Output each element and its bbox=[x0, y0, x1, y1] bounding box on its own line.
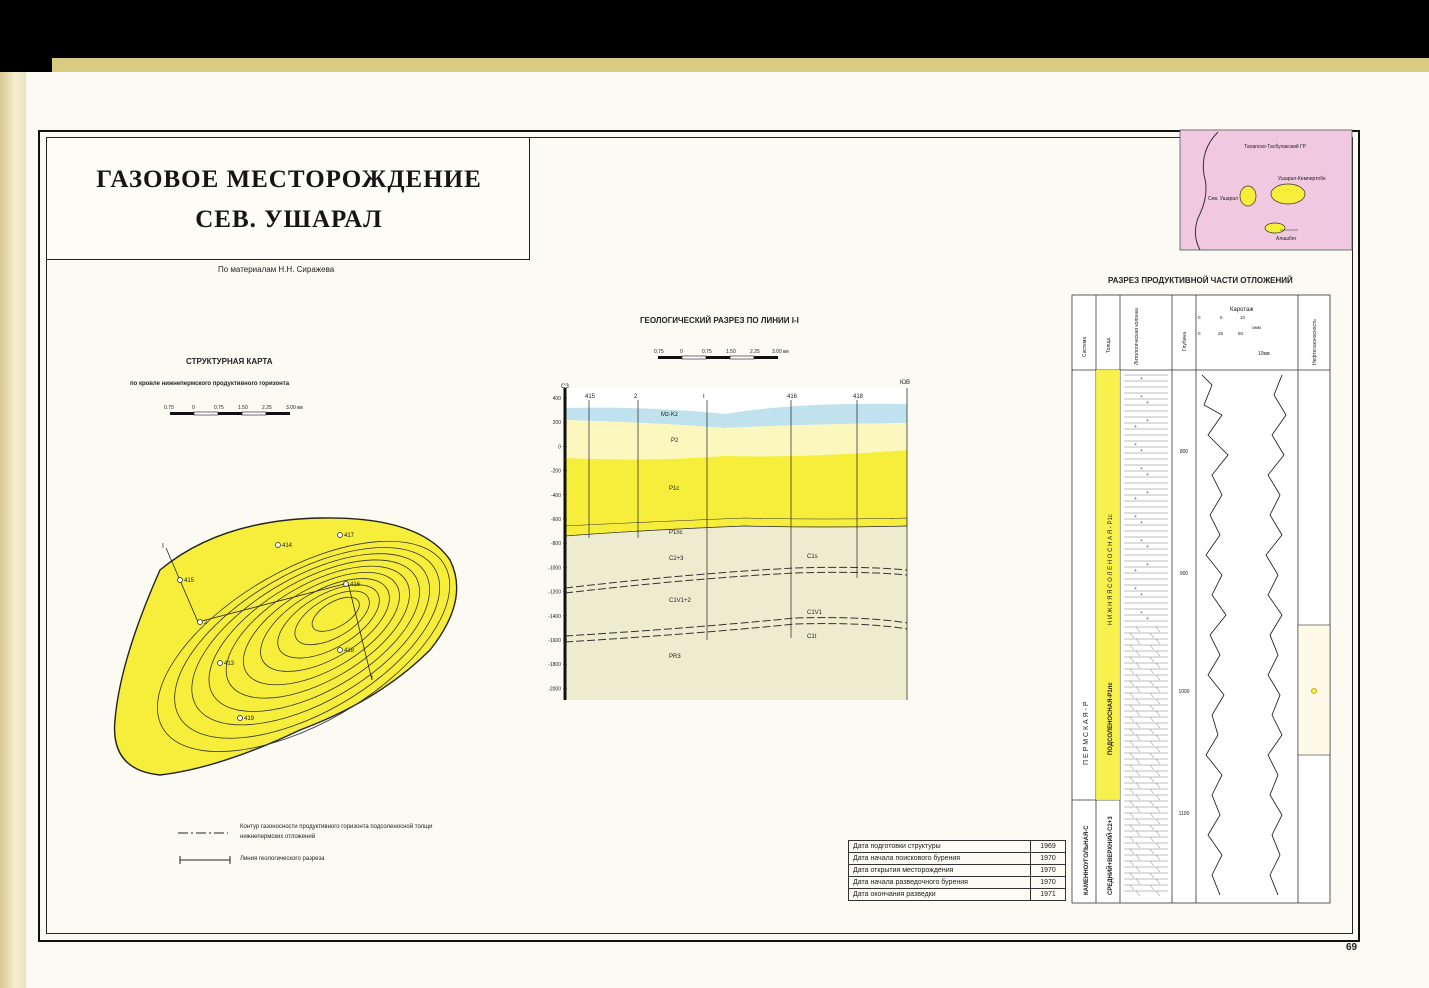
depth-label: -800 bbox=[550, 541, 561, 548]
depth-label: -1000 bbox=[548, 565, 561, 572]
depth-label: 800 bbox=[1179, 449, 1189, 455]
unit-label: P2 bbox=[671, 438, 679, 444]
well-marker bbox=[338, 648, 343, 653]
date-label: Дата открытия месторождения bbox=[849, 865, 1031, 877]
source-note: По материалам Н.Н. Сиражева bbox=[218, 265, 335, 274]
svg-text:+: + bbox=[1146, 616, 1149, 622]
inset-label-1: Талапско-Тасбулакский ГР bbox=[1244, 144, 1307, 150]
svg-text:+: + bbox=[1146, 400, 1149, 406]
date-label: Дата окончания разведки bbox=[849, 889, 1031, 901]
unit-label: C1t bbox=[807, 634, 817, 640]
scale-label: 0.75 bbox=[702, 349, 712, 355]
svg-text:+: + bbox=[1140, 538, 1143, 544]
structure-map-scale bbox=[160, 402, 320, 422]
scale-label: 0.75 bbox=[214, 405, 224, 411]
layer-p1c bbox=[565, 450, 907, 526]
unit-label: C2+3 bbox=[669, 556, 684, 562]
depth-label: 200 bbox=[552, 420, 561, 427]
table-row bbox=[849, 877, 1066, 889]
well-marker bbox=[178, 578, 183, 583]
column-title: РАЗРЕЗ ПРОДУКТИВНОЙ ЧАСТИ ОТЛОЖЕНИЙ bbox=[1108, 276, 1293, 285]
structure-map-subtitle: по кровле нижнепермского продуктивного горизонта bbox=[130, 381, 290, 387]
unit-label: P1пс bbox=[669, 530, 683, 536]
well-label: 419 bbox=[244, 716, 255, 722]
system-upper: П Е Р М С К А Я - Р bbox=[1083, 701, 1090, 765]
scale-label: 0 bbox=[680, 349, 683, 355]
well-label: 416 bbox=[787, 394, 798, 400]
depth-label: 900 bbox=[1179, 571, 1189, 577]
depth-label: -400 bbox=[550, 492, 561, 499]
column-header: Литологическая колонка bbox=[1134, 308, 1140, 365]
scale-label: 0.75 bbox=[164, 405, 174, 411]
column-header: Толща bbox=[1106, 337, 1112, 353]
svg-text:+: + bbox=[1140, 466, 1143, 472]
unit-label: Mz-Kz bbox=[661, 412, 678, 418]
well-label: 418 bbox=[344, 648, 355, 654]
unit-label: P1c bbox=[669, 486, 680, 492]
depth-label: -1200 bbox=[548, 589, 561, 596]
scale-label: 2.25 bbox=[750, 349, 760, 355]
depth-label: -200 bbox=[550, 468, 561, 475]
well-label: 2 bbox=[634, 394, 638, 400]
depth-label: 1000 bbox=[1178, 689, 1190, 695]
svg-text:+: + bbox=[1140, 520, 1143, 526]
karotazh-scale: 5 bbox=[1220, 315, 1223, 320]
column-header: Глубина bbox=[1182, 331, 1188, 351]
karotazh-scale: омм bbox=[1252, 325, 1261, 330]
svg-text:+: + bbox=[1140, 448, 1143, 454]
well-label: 415 bbox=[585, 394, 596, 400]
column-header: Система bbox=[1082, 336, 1088, 357]
depth-label: 1100 bbox=[1178, 811, 1190, 817]
well-marker bbox=[344, 582, 349, 587]
svg-text:+: + bbox=[1146, 418, 1149, 424]
unit-label: C1V1 bbox=[807, 610, 823, 616]
system-lower: КАМЕННОУГОЛЬНАЯ-С bbox=[1084, 825, 1090, 895]
scale-label: 1.50 bbox=[726, 349, 736, 355]
well-label: 2 bbox=[204, 620, 208, 626]
karotazh-scale: 0 bbox=[1198, 315, 1201, 320]
column-header: Нефтегазоносность bbox=[1312, 319, 1318, 365]
depth-label: 0 bbox=[558, 444, 561, 451]
date-year: 1970 bbox=[1031, 877, 1066, 889]
well-label: 418 bbox=[853, 394, 864, 400]
well-marker bbox=[276, 543, 281, 548]
inset-label-4: Алашбег bbox=[1276, 236, 1297, 242]
gas-contour-outline bbox=[115, 518, 457, 775]
date-label: Дата подготовки структуры bbox=[849, 841, 1031, 853]
date-year: 1971 bbox=[1031, 889, 1066, 901]
svg-text:+: + bbox=[1134, 496, 1137, 502]
depth-label: -600 bbox=[550, 517, 561, 523]
scale-label: 1.50 bbox=[238, 405, 248, 411]
cross-section-title: ГЕОЛОГИЧЕСКИЙ РАЗРЕЗ ПО ЛИНИИ I-I bbox=[640, 316, 799, 325]
inset-label-3: Сев. Ушарал bbox=[1208, 196, 1239, 202]
well-label: I bbox=[703, 394, 705, 400]
well-marker bbox=[198, 620, 203, 625]
unit-label: PR3 bbox=[669, 654, 681, 660]
table-row bbox=[849, 841, 1066, 853]
svg-text:+: + bbox=[1146, 472, 1149, 478]
date-year: 1969 bbox=[1031, 841, 1066, 853]
section-end-right: ЮВ bbox=[900, 380, 911, 386]
depth-label: -1400 bbox=[548, 613, 561, 620]
cross-section bbox=[545, 378, 915, 708]
date-year: 1970 bbox=[1031, 853, 1066, 865]
karotazh-scale: 25 bbox=[1218, 331, 1224, 336]
svg-text:I: I bbox=[371, 675, 373, 682]
well-marker bbox=[338, 533, 343, 538]
unit-label: C1s bbox=[807, 554, 818, 560]
table-row bbox=[849, 865, 1066, 877]
date-label: Дата начала разведочного бурения bbox=[849, 877, 1031, 889]
well-marker bbox=[218, 661, 223, 666]
legend-item-2: Линия геологического разреза bbox=[240, 856, 325, 862]
karotazh-scale: 10 bbox=[1240, 315, 1246, 320]
depth-label: 400 bbox=[552, 396, 561, 402]
tolsha-2: ПОДСОЛЕНОСНАЯ-Р1пс bbox=[1108, 682, 1114, 755]
svg-text:+: + bbox=[1140, 376, 1143, 382]
dates-table bbox=[848, 840, 1066, 901]
tolsha-3: СРЕДНИЙ+ВЕРХНИЙ-С2+3 bbox=[1108, 816, 1114, 895]
svg-text:+: + bbox=[1134, 442, 1137, 448]
svg-text:+: + bbox=[1134, 568, 1137, 574]
svg-text:+: + bbox=[1140, 592, 1143, 598]
page-title: ГАЗОВОЕ МЕСТОРОЖДЕНИЕ bbox=[96, 166, 482, 193]
scale-label: 0 bbox=[192, 405, 195, 411]
svg-text:+: + bbox=[1140, 394, 1143, 400]
column-header: Каротаж bbox=[1230, 307, 1254, 313]
inset-field-sev-usharal bbox=[1240, 186, 1256, 206]
depth-label: -2000 bbox=[548, 686, 561, 693]
title-box bbox=[46, 137, 530, 260]
svg-text:+: + bbox=[1134, 586, 1137, 592]
lithology-column bbox=[1072, 295, 1332, 905]
legend-item-1: Контур газоносности продуктивного горизонта подсоленосной толщи нижнепермских отложений bbox=[240, 824, 433, 840]
karotazh-legend: 10мв bbox=[1258, 351, 1270, 357]
structure-map-title: СТРУКТУРНАЯ КАРТА bbox=[186, 357, 273, 366]
svg-text:+: + bbox=[1140, 610, 1143, 616]
svg-text:+: + bbox=[1146, 544, 1149, 550]
svg-text:+: + bbox=[1134, 514, 1137, 520]
page-number: 69 bbox=[1346, 942, 1358, 953]
svg-text:+: + bbox=[1146, 490, 1149, 496]
date-year: 1970 bbox=[1031, 865, 1066, 877]
date-label: Дата начала поискового бурения bbox=[849, 853, 1031, 865]
svg-text:+: + bbox=[1134, 424, 1137, 430]
inset-field-alashbeg bbox=[1265, 223, 1285, 233]
layer-basement bbox=[565, 526, 907, 700]
table-row bbox=[849, 853, 1066, 865]
inset-map bbox=[1180, 130, 1352, 250]
inset-label-2: Ушарал-Кемпиртобе bbox=[1278, 176, 1326, 182]
scale-label: 2.25 bbox=[262, 405, 272, 411]
gas-indicator bbox=[1312, 689, 1317, 694]
tolsha-1: Н И Ж Н Я Я С О Л Е Н О С Н А Я - Р1с bbox=[1108, 514, 1114, 625]
well-label: 417 bbox=[344, 533, 355, 539]
depth-label: -1600 bbox=[548, 638, 561, 644]
well-label: 414 bbox=[282, 543, 293, 549]
karotazh-scale: 0 bbox=[1198, 331, 1201, 336]
scale-label: 0.75 bbox=[654, 349, 664, 355]
svg-text:+: + bbox=[1146, 562, 1149, 568]
well-label: 415 bbox=[184, 578, 195, 584]
book-spine bbox=[0, 72, 26, 988]
karotazh-scale: 50 bbox=[1238, 331, 1244, 336]
depth-label: -1800 bbox=[548, 662, 561, 669]
well-label: 413 bbox=[224, 661, 235, 667]
field-name: СЕВ. УШАРАЛ bbox=[195, 206, 383, 233]
well-marker bbox=[238, 716, 243, 721]
unit-label: C1V1+2 bbox=[669, 598, 691, 604]
well-label: 416 bbox=[350, 582, 361, 588]
section-end-left: СЗ bbox=[561, 384, 569, 390]
legend-symbols bbox=[178, 826, 238, 866]
cross-section-scale bbox=[648, 346, 808, 366]
inset-field-usharal bbox=[1271, 184, 1305, 204]
svg-text:I: I bbox=[162, 543, 164, 550]
scale-label: 3.00 км bbox=[286, 405, 303, 411]
table-row bbox=[849, 889, 1066, 901]
structure-map bbox=[100, 500, 480, 800]
scale-label: 3.00 км bbox=[772, 349, 789, 355]
